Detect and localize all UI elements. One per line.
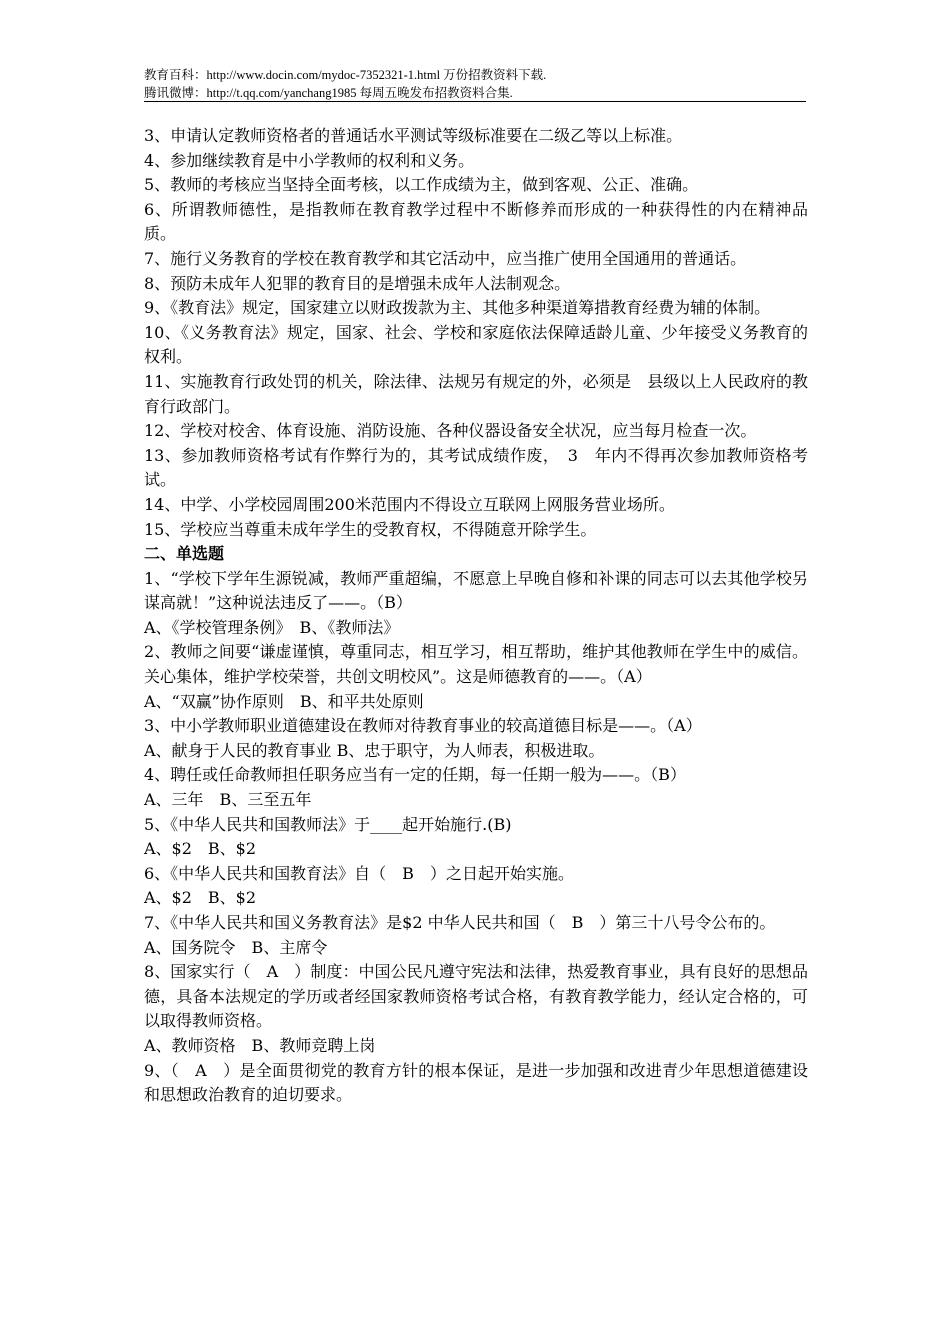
question-4-options: A、三年 B、三至五年: [144, 790, 312, 810]
page-header: [144, 66, 806, 102]
header-divider: [144, 101, 806, 102]
judgment-item-14: 14、中学、小学校园周围200米范围内不得设立互联网上网服务营业场所。: [144, 494, 675, 514]
header-weibo-line: 腾讯微博：http://t.qq.com/yanchang1985 每周五晚发布招教资料合集.: [144, 86, 513, 100]
judgment-item-3: 3、申请认定教师资格者的普通话水平测试等级标准要在二级乙等以上标准。: [144, 126, 683, 145]
question-7: 7、《中华人民共和国义务教育法》是$2 中华人民共和国（ B ）第三十八号令公布的。: [144, 913, 776, 932]
section-title-single-choice: 二、单选题: [144, 544, 225, 564]
judgment-item-11: 11、实施教育行政处罚的机关，除法律、法规另有规定的外，必须是 县级以上人民政府的教育行政部门。: [144, 371, 808, 416]
document-body: [144, 124, 808, 1108]
judgment-item-15: 15、学校应当尊重未成年学生的受教育权，不得随意开除学生。: [144, 519, 597, 539]
judgment-item-6: 6、所谓教师德性，是指教师在教育教学过程中不断修养而形成的一种获得性的内在精神品质。: [144, 199, 808, 244]
question-8: 8、国家实行（ A ）制度：中国公民凡遵守宪法和法律，热爱教育事业，具有良好的思想品德，具备本法规定的学历或者经国家教师资格考试合格，有教育教学能力，经认定合格的，可以取得教师资格。: [144, 962, 808, 1031]
question-5-options: A、$2 B、$2: [144, 839, 257, 859]
judgment-item-12: 12、学校对校舍、体育设施、消防设施、各种仪器设备安全状况，应当每月检查一次。: [144, 421, 757, 441]
question-1: 1、“学校下学年生源锐减，教师严重超编，不愿意上早晚自修和补课的同志可以去其他学校另谋高就！”这种说法违反了——。（B）: [144, 568, 808, 613]
judgment-item-4: 4、参加继续教育是中小学教师的权利和义务。: [144, 150, 475, 170]
question-5: 5、《中华人民共和国教师法》于____起开始施行.(B): [144, 814, 512, 834]
judgment-item-13: 13、参加教师资格考试有作弊行为的，其考试成绩作废， 3 年内不得再次参加教师资格考试。: [144, 445, 808, 490]
question-1-options: A、《学校管理条例》 B、《教师法》: [144, 617, 400, 637]
question-4: 4、聘任或任命教师担任职务应当有一定的任期，每一任期一般为——。（B）: [144, 765, 686, 785]
question-3-options: A、献身于人民的教育事业 B、忠于职守，为人师表，积极进取。: [144, 740, 605, 760]
judgment-item-5: 5、教师的考核应当坚持全面考核，以工作成绩为主，做到客观、公正、准确。: [144, 175, 699, 195]
question-9: 9、（ A ）是全面贯彻党的教育方针的根本保证，是进一步加强和改进青少年思想道德建设和思想政治教育的迫切要求。: [144, 1060, 808, 1105]
question-2-options: A、“双赢”协作原则 B、和平共处原则: [144, 691, 424, 711]
judgment-item-8: 8、预防未成年人犯罪的教育目的是增强未成年人法制观念。: [144, 273, 571, 293]
question-6-options: A、$2 B、$2: [144, 888, 257, 908]
judgment-item-7: 7、施行义务教育的学校在教育教学和其它活动中，应当推广使用全国通用的普通话。: [144, 248, 747, 268]
judgment-item-9: 9、《教育法》规定，国家建立以财政拨款为主、其他多种渠道筹措教育经费为辅的体制。: [144, 298, 771, 318]
header-docin-line: 教育百科：http://www.docin.com/mydoc-7352321-1.html 万份招教资料下载.: [144, 68, 547, 82]
question-6: 6、《中华人民共和国教育法》自（ B ）之日起开始实施。: [144, 863, 574, 883]
question-7-options: A、国务院令 B、主席令: [144, 937, 328, 957]
question-3: 3、中小学教师职业道德建设在教师对待教育事业的较高道德目标是——。（A）: [144, 716, 702, 736]
question-8-options: A、教师资格 B、教师竞聘上岗: [144, 1035, 376, 1055]
judgment-item-10: 10、《义务教育法》规定，国家、社会、学校和家庭依法保障适龄儿童、少年接受义务教育的权利。: [144, 322, 808, 367]
question-2: 2、教师之间要“谦虚谨慎，尊重同志，相互学习，相互帮助，维护其他教师在学生中的威信。关心集体，维护学校荣誉，共创文明校风”。这是师德教育的——。（A）: [144, 642, 808, 687]
